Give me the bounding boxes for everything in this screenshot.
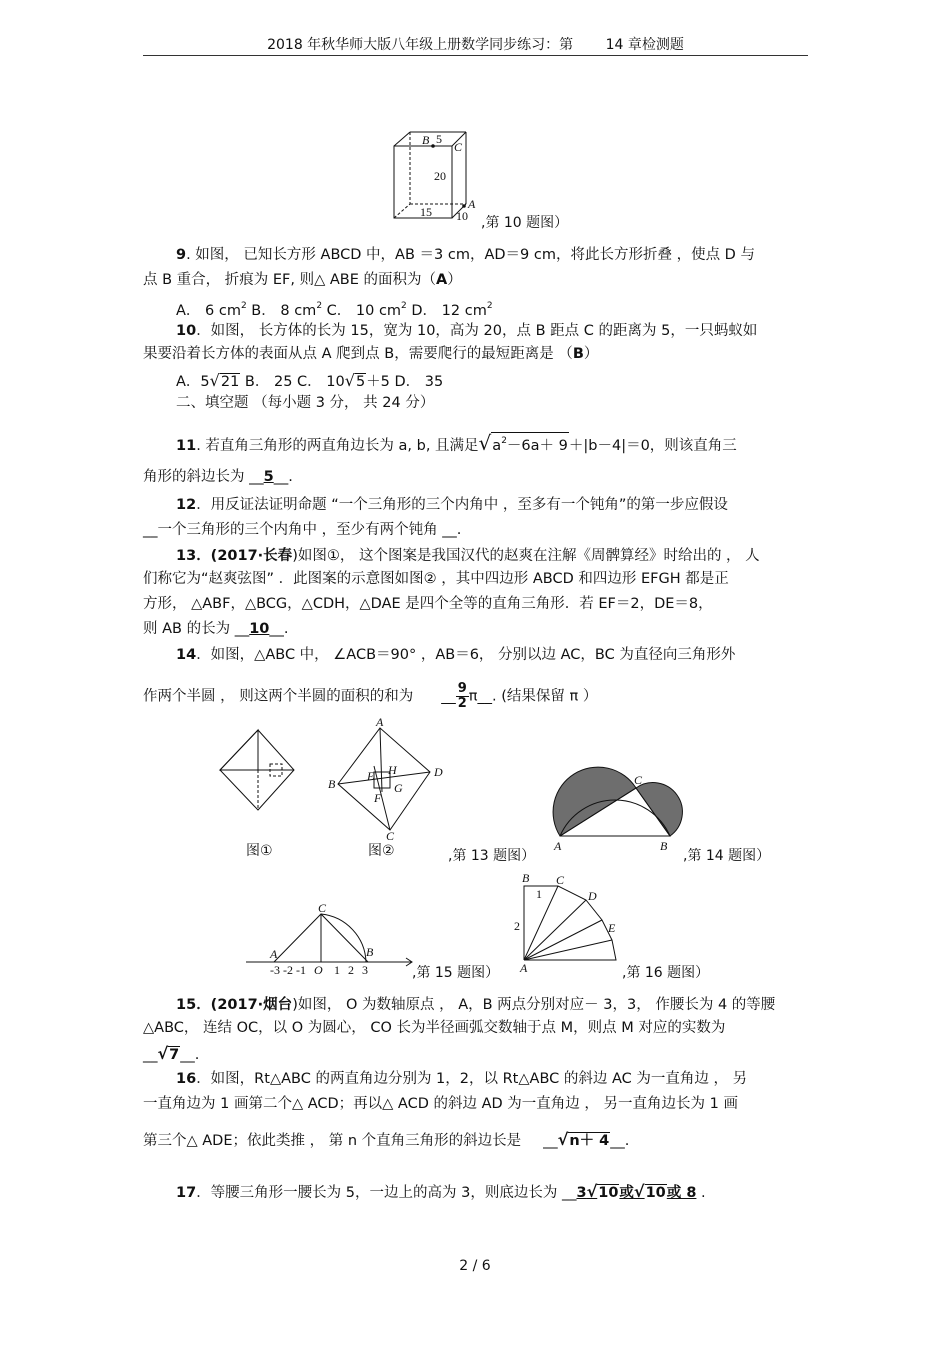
figure-15-caption: ,第 15 题图） — [412, 965, 500, 981]
section-2-title: 二、填空题 （每小题 3 分， 共 24 分） — [176, 395, 435, 411]
q11-line2: 角形的斜边长为 __5__. — [143, 469, 293, 485]
header-rule — [143, 55, 808, 56]
fig13-label-B: B — [328, 777, 336, 791]
fig15-label-1: 1 — [334, 963, 340, 977]
figure-15 — [244, 900, 414, 978]
q12-answer: __一个三角形的三个内角中 ，至少有两个钝角 __. — [143, 522, 462, 538]
fig15-label-2: 2 — [348, 963, 354, 977]
fig15-label-A: A — [270, 947, 278, 961]
q9-line2: 点 B 重合， 折痕为 EF, 则△ ABE 的面积为（A） — [143, 272, 462, 288]
q16-line3: 第三个△ ADE；依此类推 ， 第 n 个直角三角形的斜边长是 __√n＋ 4__. — [143, 1130, 630, 1149]
fig13-label-G: G — [394, 781, 403, 795]
page-number: 2 / 6 — [459, 1258, 491, 1274]
fig13-label-F: F — [374, 791, 382, 805]
figure-10-cuboid — [390, 126, 480, 222]
fig15-label-C: C — [318, 901, 327, 915]
q15-line1: 15．(2017·烟台)如图， O 为数轴原点 ， A，B 两点分别对应－ 3，3， 作腰长为 4 的等腰 — [176, 997, 776, 1013]
fig16-label-2: 2 — [514, 919, 520, 933]
q11-line1: 11. 若直角三角形的两直角边长为 a, b, 且满足$√a^2-6a+ 9+|b-4|=0$，则该直角三 — [176, 431, 737, 455]
q10-line2: 果要沿着长方体的表面从点 A 爬到点 B，需要爬行的最短距离是 （B） — [143, 346, 599, 362]
fig16-label-C: C — [556, 873, 565, 887]
q14-line2: 作两个半圆 ， 则这两个半圆的面积的和为 __ $\frac{9}{2}\pi\_\_$. (结果保留 π ） — [143, 681, 598, 711]
figure-16-caption: ,第 16 题图） — [622, 965, 710, 981]
fig13-label-D: D — [434, 765, 443, 779]
fig10-label-A: A — [468, 197, 476, 211]
fig10-label-5: 5 — [436, 132, 442, 146]
fig16-label-B: B — [522, 871, 530, 885]
fig14-label-C: C — [634, 773, 643, 787]
figure-13-sub2: 图② — [368, 843, 395, 859]
fig15-label-O: O — [314, 963, 323, 977]
fig16-label-D: D — [588, 889, 597, 903]
figure-13-sub1: 图① — [246, 843, 273, 859]
page-header: 2018 年秋华师大版八年级上册数学同步练习：第 14 章检测题 — [267, 37, 684, 53]
q13-line2: 们称它为“赵爽弦图” ．此图案的示意图如图② ，其中四边形 ABCD 和四边形 EFGH 都是正 — [143, 571, 729, 587]
q9-options: A． 6 $cm^2$ B． 8 $cm^2$ C． 10 $cm^2$ D． 12 $cm^2$ — [176, 301, 493, 319]
fig16-label-1: 1 — [536, 887, 542, 901]
q13-line4: 则 AB 的长为 __10__. — [143, 621, 289, 637]
fig13-label-C: C — [386, 829, 395, 843]
q16-line2: 一直角边为 1 画第二个△ ACD；再以△ ACD 的斜边 AD 为一直角边 ， 另一直角边长为 1 画 — [143, 1096, 738, 1112]
q13-line3: 方形， △ABF，△BCG，△CDH，△DAE 是四个全等的直角三角形．若 EF＝2，DE＝8， — [143, 596, 713, 612]
fig16-label-A: A — [520, 961, 528, 975]
figure-13-caption: ,第 13 题图） — [448, 848, 536, 864]
fig15-label-3: 3 — [362, 963, 368, 977]
q16-line1: 16．如图，Rt△ABC 的两直角边分别为 1，2，以 Rt△ABC 的斜边 AC 为一直角边 ， 另 — [176, 1071, 748, 1087]
q9-line1: 9. 如图， 已知长方形 ABCD 中，AB ＝3 cm，AD＝9 cm，将此长方形折叠 ，使点 D 与 — [176, 247, 755, 263]
fig14-label-A: A — [554, 839, 562, 853]
fig15-label-B: B — [366, 945, 374, 959]
fig13-label-E: E — [367, 769, 375, 783]
fig14-label-B: B — [660, 839, 668, 853]
q14-line1: 14．如图，△ABC 中， ∠ACB＝90° ，AB＝6， 分别以边 AC，BC 为直径向三角形外 — [176, 647, 736, 663]
fig13-label-H: H — [388, 763, 397, 777]
q13-line1: 13．(2017·长春)如图①， 这个图案是我国汉代的赵爽在注解《周髀算经》时给出的 ， 人 — [176, 548, 760, 564]
figure-10-caption: ,第 10 题图） — [481, 215, 569, 231]
fig10-label-15: 15 — [420, 205, 432, 219]
fig16-label-E: E — [608, 921, 616, 935]
fig13-label-A: A — [376, 716, 384, 729]
q15-line3: __√7__. — [143, 1044, 200, 1063]
fig10-label-B: B — [422, 133, 430, 147]
figure-14 — [550, 750, 685, 855]
fig15-ticks: -3 -2 -1 — [270, 963, 306, 977]
q10-options: A．5√21 B． 25 C． 10√5＋5 D． 35 — [176, 371, 444, 390]
figure-16 — [510, 870, 622, 975]
q17-line1: 17．等腰三角形一腰长为 5，一边上的高为 3，则底边长为 __3√10或√10或 8 . — [176, 1182, 706, 1201]
figure-14-caption: ,第 14 题图） — [683, 848, 771, 864]
fig10-label-C: C — [454, 140, 463, 154]
fig10-label-10: 10 — [456, 209, 468, 222]
q15-line2: △ABC， 连结 OC，以 O 为圆心， CO 长为半径画弧交数轴于点 M，则点 M 对应的实数为 — [143, 1020, 726, 1036]
fig10-label-20: 20 — [434, 169, 446, 183]
q12-line1: 12．用反证法证明命题 “一个三角形的三个内角中 ，至多有一个钝角”的第一步应假设 — [176, 497, 728, 513]
q10-line1: 10．如图， 长方体的长为 15，宽为 10，高为 20，点 B 距点 C 的距离为 5，一只蚂蚁如 — [176, 323, 758, 339]
